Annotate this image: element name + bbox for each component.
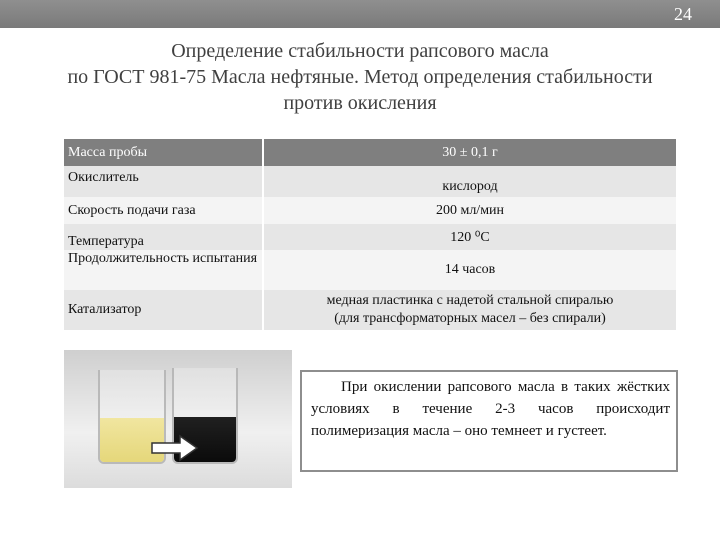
- param-cell: Продолжительность испытания: [64, 250, 263, 290]
- test-conditions-table: [64, 139, 676, 330]
- value-line-1: медная пластинка с надетой стальной спиралью: [326, 293, 614, 308]
- arrow-right-icon: [150, 434, 200, 462]
- top-bar: [0, 0, 720, 28]
- table-row: [64, 197, 676, 224]
- table-row: [64, 139, 676, 166]
- value-line-2: (для трансформаторных масел – без спирали): [334, 311, 606, 326]
- title-line-1: Определение стабильности рапсового масла: [171, 40, 549, 62]
- value-cell: 30 ± 0,1 г: [263, 139, 676, 166]
- table-row: [64, 224, 676, 250]
- param-cell: Температура: [64, 224, 263, 250]
- value-cell: 14 часов: [263, 250, 676, 290]
- oxidation-note: [300, 370, 678, 472]
- param-cell: Скорость подачи газа: [64, 197, 263, 224]
- slide-title: [0, 38, 720, 116]
- value-cell: кислород: [263, 166, 676, 197]
- table-row: [64, 250, 676, 290]
- title-line-3: против окисления: [283, 92, 437, 114]
- table-row: [64, 166, 676, 197]
- param-cell: Окислитель: [64, 166, 263, 197]
- note-text: При окислении рапсового масла в таких жёстких условиях в течение 2-3 часов происходит полимеризация масла – оно темнеет и густеет.: [311, 379, 670, 439]
- value-cell: [263, 290, 676, 330]
- oil-samples-photo: [64, 350, 292, 488]
- value-cell: 200 мл/мин: [263, 197, 676, 224]
- table-row: [64, 290, 676, 330]
- param-cell: Катализатор: [64, 290, 263, 330]
- param-cell: Масса пробы: [64, 139, 263, 166]
- page-number: 24: [674, 4, 692, 24]
- value-cell: 120 ⁰С: [263, 224, 676, 250]
- title-line-2: по ГОСТ 981-75 Масла нефтяные. Метод определения стабильности: [67, 66, 653, 88]
